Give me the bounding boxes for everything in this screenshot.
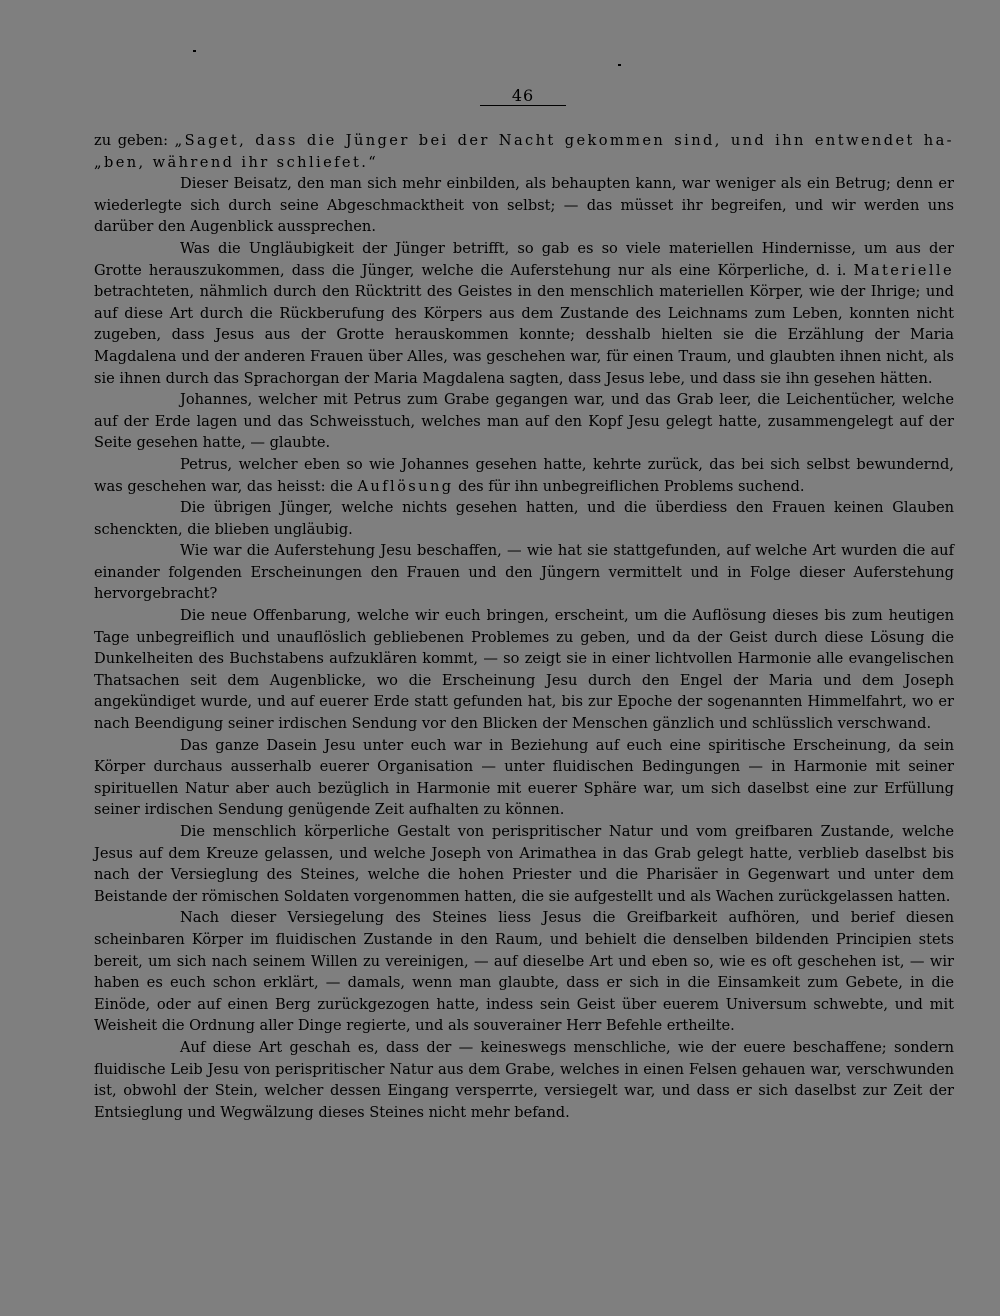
paragraph-text: Nach dieser Versiegelung des Steines liess Jesus die Greifbarkeit aufhören, und berief diesen scheinbaren Körper im fluidischen Zustande in den Raum, und behielt die denselben bildenden Principien stets bereit, um sich nach seinem Willen zu vereinigen, — auf dieselbe Art und eben so, wie es oft geschehen ist, — wir haben es euch schon erklärt, — damals, wenn man glaubte, dass er sich in die Einsamkeit zum Gebete, in die Einöde, oder auf einen Berg zurückgezogen hatte, indess sein Geist über euerem Universum schwebte, und mit Weisheit die Ordnung aller Dinge regierte, und als souverainer Herr Befehle ertheilte. (94, 909, 954, 1035)
paragraph (94, 454, 954, 497)
spaced-emphasis-text: „Saget, dass die Jünger bei der Nacht gekommen sind, und ihn entwendet ha- „ben, während ihr schliefet.“ (94, 132, 954, 171)
paragraph (94, 735, 954, 821)
paragraph (94, 130, 954, 173)
paragraph-text: Das ganze Dasein Jesu unter euch war in Beziehung auf euch eine spiritische Erscheinung, da sein Körper durchaus ausserhalb euerer Organisation — unter fluidischen Bedingungen — in Harmonie mit seiner spirituellen Natur aber auch bezüglich in Harmonie mit euerer Sphäre war, um sich daselbst eine zur Erfüllung seiner irdischen Sendung genügende Zeit aufhalten zu können. (94, 736, 954, 819)
paragraph-text: Die menschlich körperliche Gestalt von perispritischer Natur und vom greifbaren Zustande, welche Jesus auf dem Kreuze gelassen, und welche Joseph von Arimathea in das Grab gelegt hatte, verblieb daselbst bis nach der Versieglung des Steines, welche die hohen Priester und die Pharisäer in Gegenwart und unter dem Beistande der römischen Soldaten vorgenommen hatten, die sie aufgestellt und als Wachen zurückgelassen hatten. (94, 823, 954, 905)
body-text (94, 130, 954, 1123)
paragraph-text: Auf diese Art geschah es, dass der — keineswegs menschliche, wie der euere beschaffene; sondern fluidische Leib Jesu von perispritischer Natur aus dem Grabe, welches in einen Felsen gehauen war, verschwunden ist, obwohl der Stein, welcher dessen Eingang versperrte, versiegelt war, und dass er sich daselbst zur Zeit der Entsieglung und Wegwälzung dieses Steines nicht mehr befand. (94, 1038, 954, 1121)
paragraph (94, 821, 954, 907)
paragraph (94, 173, 954, 238)
paragraph-text: Petrus, welcher eben so wie Johannes gesehen hatte, kehrte zurück, das bei sich selbst bewundernd, was geschehen war, das heisst: die (94, 455, 954, 495)
paragraph (94, 389, 954, 454)
scan-speck (618, 64, 621, 66)
paragraph (94, 540, 954, 605)
paragraph-text: Johannes, welcher mit Petrus zum Grabe gegangen war, und das Grab leer, die Leichentücher, welche auf der Erde lagen und das Schweisstuch, welches man auf den Kopf Jesu gelegt hatte, zusammengelegt auf der Seite gesehen hatte, — glaubte. (94, 391, 954, 452)
paragraph-text: Die übrigen Jünger, welche nichts gesehen hatten, und die überdiess den Frauen keinen Glauben schenckten, die blieben ungläubig. (94, 499, 954, 538)
paragraph (94, 1037, 954, 1123)
paragraph (94, 497, 954, 540)
paragraph (94, 238, 954, 389)
scan-speck (193, 50, 196, 52)
paragraph-text: Wie war die Auferstehung Jesu beschaffen, — wie hat sie stattgefunden, auf welche Art wurden die auf einander folgenden Erscheinungen den Frauen und den Jüngern vermittelt und in Folge dieser Auferstehung hervorgebracht? (94, 542, 954, 603)
paragraph-text: zu geben: (94, 132, 175, 149)
paragraph (94, 605, 954, 735)
page-number: 46 (511, 86, 535, 105)
paragraph-text: Was die Ungläubigkeit der Jünger betrifft, so gab es so viele materiellen Hindernisse, um aus der Grotte herauszukommen, dass die Jünger, welche die Auferstehung nur als eine Körperliche, d. i. (94, 239, 954, 279)
paragraph-text: Dieser Beisatz, den man sich mehr einbilden, als behaupten kann, war weniger als ein Betrug; denn er wiederlegte sich durch seine Abgeschmacktheit von selbst; — das müsset ihr begreifen, und wir werden uns darüber den Augenblick aussprechen. (94, 175, 954, 236)
spaced-emphasis-text: Materielle (853, 261, 954, 279)
page-number-rule (480, 105, 566, 106)
paragraph-text: des für ihn unbegreiflichen Problems suchend. (453, 477, 805, 495)
spaced-emphasis-text: Auflösung (357, 477, 454, 495)
paragraph (94, 907, 954, 1037)
paragraph-text: Die neue Offenbarung, welche wir euch bringen, erscheint, um die Auflösung dieses bis zum heutigen Tage unbegreiflich und unauflöslich gebliebenen Problemes zu geben, und da der Geist durch diese Lösung die Dunkelheiten des Buchstabens aufzuklären kommt, — so zeigt sie in einer lichtvollen Harmonie alle evangelischen Thatsachen seit dem Augenblicke, wo die Erscheinung Jesu durch den Engel der Maria und dem Joseph angekündiget wurde, und auf euerer Erde statt gefunden hat, bis zur Epoche der sogenannten Himmelfahrt, wo er nach Beendigung seiner irdischen Sendung vor den Blicken der Menschen gänzlich und schlüsslich verschwand. (94, 607, 954, 733)
paragraph-text: betrachteten, nähmlich durch den Rücktritt des Geistes in den menschlich materiellen Körper, wie der Ihrige; und auf diese Art durch die Rückberufung des Körpers aus dem Zustande des Leichnams zum Leben, konnten nicht zugeben, dass Jesus aus der Grotte herauskommen konnte; desshalb hielten sie die Erzählung der Maria Magdalena und der anderen Frauen über Alles, was geschehen war, für einen Traum, und glaubten ihnen nicht, als sie ihnen durch das Sprachorgan der Maria Magdalena sagten, dass Jesus lebe, und dass sie ihn gesehen hätten. (94, 283, 954, 387)
